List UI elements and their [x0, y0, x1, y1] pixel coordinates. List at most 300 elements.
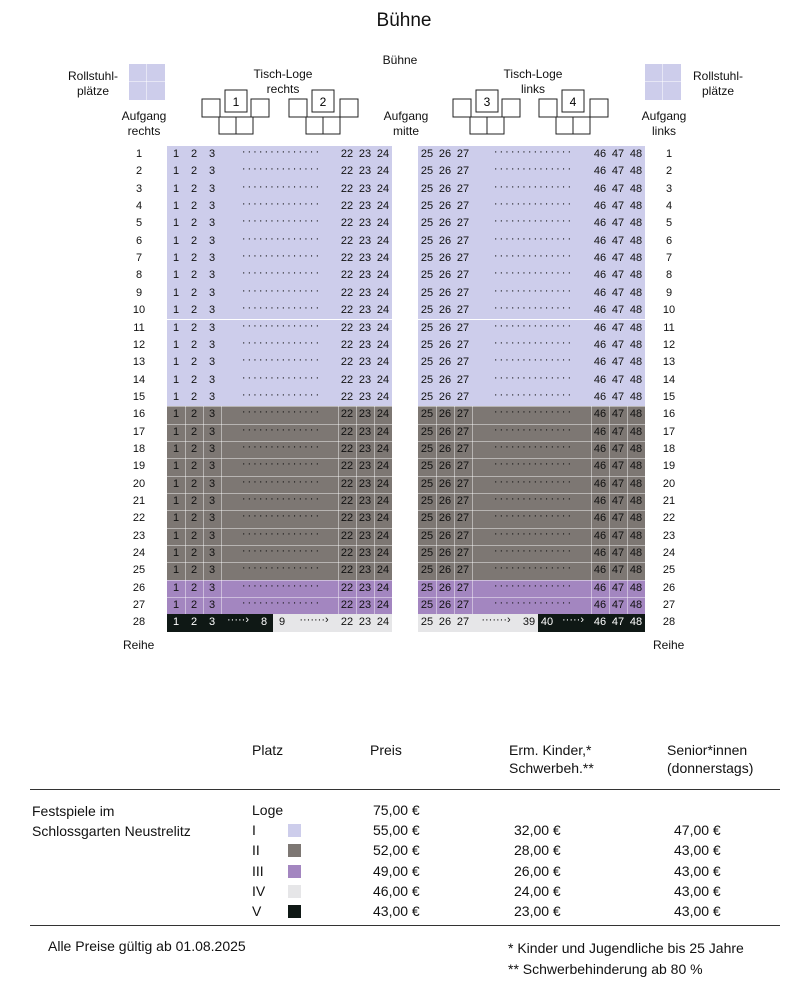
seat-number[interactable]: 46 [593, 182, 607, 195]
seat-number[interactable]: 25 [420, 547, 434, 560]
seat-number[interactable]: 22 [340, 564, 354, 577]
seat-number[interactable]: 22 [340, 373, 354, 386]
seat-number[interactable]: 1 [172, 495, 180, 507]
seat-number[interactable]: 1 [172, 338, 180, 351]
seat-number[interactable]: 1 [172, 321, 180, 334]
seat-number[interactable]: 48 [629, 356, 643, 369]
seat-number[interactable]: 1 [172, 460, 180, 473]
seat-number[interactable]: 25 [420, 234, 434, 247]
seat-number[interactable]: 46 [593, 512, 607, 525]
seat-number[interactable]: 24 [376, 390, 390, 403]
seat-number[interactable]: 24 [376, 373, 390, 386]
seat-number[interactable]: 47 [611, 425, 625, 438]
seat-number[interactable]: 46 [593, 217, 607, 230]
seat-number[interactable]: 2 [190, 234, 198, 247]
seat-number[interactable]: 25 [420, 252, 434, 265]
seat-number[interactable]: 25 [420, 148, 434, 160]
seat-number[interactable]: 2 [190, 217, 198, 230]
seat-number[interactable]: 22 [340, 286, 354, 299]
seat-number[interactable]: 46 [593, 269, 607, 282]
seat-number[interactable]: 2 [190, 425, 198, 438]
seat-number[interactable]: 23 [358, 165, 372, 178]
seat-number[interactable]: 46 [593, 252, 607, 265]
seat-number[interactable]: 46 [593, 373, 607, 386]
seat-number[interactable]: 48 [629, 252, 643, 265]
seat-number[interactable]: 1 [172, 529, 180, 542]
seat-number[interactable]: 3 [208, 529, 216, 542]
seat-number[interactable]: 47 [611, 581, 625, 594]
seat-number[interactable]: 27 [456, 547, 470, 560]
seat-number[interactable]: 3 [208, 304, 216, 317]
seat-number[interactable]: 48 [629, 408, 643, 421]
seat-number[interactable]: 3 [208, 217, 216, 230]
seat-number[interactable]: 3 [208, 477, 216, 490]
seat-number[interactable]: 47 [611, 390, 625, 403]
seat-number[interactable]: 26 [438, 286, 452, 299]
seat-number[interactable]: 22 [340, 165, 354, 178]
seat-number[interactable]: 3 [208, 512, 216, 525]
seat-number[interactable]: 27 [456, 599, 470, 612]
seat-number[interactable]: 23 [358, 269, 372, 282]
seat-number[interactable]: 9 [278, 616, 286, 629]
seat-number[interactable]: 1 [172, 373, 180, 386]
seat-number[interactable]: 24 [376, 442, 390, 455]
seat-number[interactable]: 24 [376, 408, 390, 421]
seat-number[interactable]: 1 [172, 616, 180, 629]
seat-number[interactable]: 48 [629, 148, 643, 160]
seat-number[interactable]: 2 [190, 616, 198, 629]
seat-number[interactable]: 47 [611, 286, 625, 299]
seat-number[interactable]: 47 [611, 148, 625, 160]
seat-number[interactable]: 47 [611, 529, 625, 542]
seat-number[interactable]: 46 [593, 616, 607, 629]
seat-number[interactable]: 24 [376, 581, 390, 594]
seat-number[interactable]: 27 [456, 252, 470, 265]
seat-number[interactable]: 23 [358, 425, 372, 438]
seat-number[interactable]: 24 [376, 460, 390, 473]
seat-number[interactable]: 3 [208, 564, 216, 577]
seat-number[interactable]: 47 [611, 165, 625, 178]
seat-number[interactable]: 2 [190, 581, 198, 594]
seat-number[interactable]: 2 [190, 148, 198, 160]
seat-number[interactable]: 47 [611, 599, 625, 612]
seat-number[interactable]: 23 [358, 616, 372, 629]
seat-number[interactable]: 24 [376, 200, 390, 213]
seat-number[interactable]: 3 [208, 581, 216, 594]
seat-number[interactable]: 25 [420, 286, 434, 299]
seat-number[interactable]: 25 [420, 529, 434, 542]
seat-number[interactable]: 3 [208, 182, 216, 195]
seat-number[interactable]: 25 [420, 321, 434, 334]
seat-number[interactable]: 23 [358, 252, 372, 265]
seat-number[interactable]: 46 [593, 460, 607, 473]
seat-number[interactable]: 47 [611, 200, 625, 213]
seat-number[interactable]: 48 [629, 477, 643, 490]
seat-number[interactable]: 46 [593, 234, 607, 247]
seat-number[interactable]: 23 [358, 495, 372, 507]
seat-number[interactable]: 24 [376, 286, 390, 299]
seat-number[interactable]: 23 [358, 512, 372, 525]
seat-number[interactable]: 23 [358, 321, 372, 334]
seat-number[interactable]: 23 [358, 217, 372, 230]
seat-number[interactable]: 27 [456, 390, 470, 403]
seat-number[interactable]: 23 [358, 460, 372, 473]
seat-number[interactable]: 3 [208, 321, 216, 334]
seat-number[interactable]: 26 [438, 512, 452, 525]
seat-number[interactable]: 25 [420, 390, 434, 403]
seat-number[interactable]: 24 [376, 547, 390, 560]
seat-number[interactable]: 3 [208, 200, 216, 213]
seat-number[interactable]: 25 [420, 564, 434, 577]
seat-number[interactable]: 47 [611, 442, 625, 455]
seat-number[interactable]: 48 [629, 599, 643, 612]
seat-number[interactable]: 22 [340, 616, 354, 629]
seat-number[interactable]: 22 [340, 356, 354, 369]
seat-number[interactable]: 48 [629, 234, 643, 247]
seat-number[interactable]: 22 [340, 460, 354, 473]
seat-number[interactable]: 3 [208, 269, 216, 282]
seat-number[interactable]: 2 [190, 338, 198, 351]
seat-number[interactable]: 24 [376, 165, 390, 178]
seat-number[interactable]: 26 [438, 217, 452, 230]
seat-number[interactable]: 2 [190, 599, 198, 612]
seat-number[interactable]: 27 [456, 460, 470, 473]
seat-number[interactable]: 48 [629, 616, 643, 629]
seat-number[interactable]: 2 [190, 165, 198, 178]
seat-number[interactable]: 27 [456, 425, 470, 438]
seat-number[interactable]: 26 [438, 356, 452, 369]
seat-number[interactable]: 2 [190, 512, 198, 525]
seat-number[interactable]: 3 [208, 599, 216, 612]
seat-number[interactable]: 22 [340, 495, 354, 507]
seat-number[interactable]: 46 [593, 564, 607, 577]
seat-number[interactable]: 24 [376, 217, 390, 230]
seat-number[interactable]: 3 [208, 373, 216, 386]
seat-number[interactable]: 23 [358, 148, 372, 160]
seat-number[interactable]: 2 [190, 356, 198, 369]
seat-number[interactable]: 1 [172, 217, 180, 230]
seat-number[interactable]: 26 [438, 547, 452, 560]
seat-number[interactable]: 26 [438, 529, 452, 542]
seat-number[interactable]: 47 [611, 547, 625, 560]
seat-number[interactable]: 46 [593, 356, 607, 369]
seat-number[interactable]: 1 [172, 304, 180, 317]
seat-number[interactable]: 47 [611, 182, 625, 195]
seat-number[interactable]: 47 [611, 616, 625, 629]
seat-number[interactable]: 24 [376, 512, 390, 525]
seat-number[interactable]: 25 [420, 408, 434, 421]
seat-number[interactable]: 2 [190, 460, 198, 473]
seat-number[interactable]: 1 [172, 200, 180, 213]
seat-number[interactable]: 24 [376, 182, 390, 195]
seat-number[interactable]: 2 [190, 564, 198, 577]
seat-number[interactable]: 26 [438, 200, 452, 213]
seat-number[interactable]: 23 [358, 373, 372, 386]
seat-number[interactable]: 25 [420, 581, 434, 594]
seat-number[interactable]: 22 [340, 252, 354, 265]
seat-number[interactable]: 48 [629, 460, 643, 473]
seat-number[interactable]: 24 [376, 234, 390, 247]
seat-number[interactable]: 27 [456, 165, 470, 178]
seat-number[interactable]: 25 [420, 599, 434, 612]
seat-number[interactable]: 48 [629, 269, 643, 282]
seat-number[interactable]: 23 [358, 408, 372, 421]
seat-number[interactable]: 46 [593, 304, 607, 317]
seat-number[interactable]: 24 [376, 599, 390, 612]
seat-number[interactable]: 27 [456, 234, 470, 247]
seat-number[interactable]: 47 [611, 564, 625, 577]
seat-number[interactable]: 48 [629, 564, 643, 577]
seat-number[interactable]: 27 [456, 564, 470, 577]
seat-number[interactable]: 27 [456, 338, 470, 351]
seat-number[interactable]: 26 [438, 165, 452, 178]
seat-number[interactable]: 3 [208, 356, 216, 369]
seat-number[interactable]: 25 [420, 165, 434, 178]
seat-number[interactable]: 46 [593, 321, 607, 334]
seat-number[interactable]: 3 [208, 616, 216, 629]
seat-number[interactable]: 22 [340, 581, 354, 594]
seat-number[interactable]: 1 [172, 390, 180, 403]
seat-number[interactable]: 3 [208, 460, 216, 473]
seat-number[interactable]: 27 [456, 616, 470, 629]
seat-number[interactable]: 27 [456, 269, 470, 282]
seat-number[interactable]: 1 [172, 599, 180, 612]
seat-number[interactable]: 46 [593, 442, 607, 455]
seat-number[interactable]: 26 [438, 321, 452, 334]
seat-number[interactable]: 24 [376, 252, 390, 265]
seat-number[interactable]: 47 [611, 338, 625, 351]
seat-number[interactable]: 26 [438, 581, 452, 594]
seat-number[interactable]: 26 [438, 269, 452, 282]
seat-number[interactable]: 23 [358, 234, 372, 247]
seat-number[interactable]: 23 [358, 564, 372, 577]
seat-number[interactable]: 46 [593, 408, 607, 421]
seat-number[interactable]: 24 [376, 338, 390, 351]
seat-number[interactable]: 27 [456, 321, 470, 334]
seat-number[interactable]: 24 [376, 269, 390, 282]
seat-number[interactable]: 47 [611, 304, 625, 317]
seat-number[interactable]: 47 [611, 321, 625, 334]
seat-number[interactable]: 25 [420, 200, 434, 213]
seat-number[interactable]: 2 [190, 442, 198, 455]
seat-number[interactable]: 24 [376, 495, 390, 507]
seat-number[interactable]: 25 [420, 616, 434, 629]
seat-number[interactable]: 1 [172, 425, 180, 438]
seat-number[interactable]: 3 [208, 442, 216, 455]
seat-number[interactable]: 27 [456, 373, 470, 386]
seat-number[interactable]: 26 [438, 182, 452, 195]
seat-number[interactable]: 26 [438, 148, 452, 160]
seat-number[interactable]: 1 [172, 477, 180, 490]
seat-number[interactable]: 23 [358, 477, 372, 490]
seat-number[interactable]: 3 [208, 547, 216, 560]
seat-number[interactable]: 1 [172, 269, 180, 282]
seat-number[interactable]: 22 [340, 234, 354, 247]
seat-number[interactable]: 1 [172, 252, 180, 265]
seat-number[interactable]: 46 [593, 425, 607, 438]
seat-number[interactable]: 22 [340, 512, 354, 525]
seat-number[interactable]: 48 [629, 529, 643, 542]
seat-number[interactable]: 22 [340, 217, 354, 230]
seat-number[interactable]: 48 [629, 581, 643, 594]
seat-number[interactable]: 25 [420, 373, 434, 386]
seat-number[interactable]: 3 [208, 338, 216, 351]
seat-number[interactable]: 22 [340, 269, 354, 282]
seat-number[interactable]: 48 [629, 390, 643, 403]
seat-number[interactable]: 46 [593, 581, 607, 594]
seat-number[interactable]: 2 [190, 529, 198, 542]
seat-number[interactable]: 40 [540, 616, 554, 629]
seat-number[interactable]: 26 [438, 425, 452, 438]
seat-number[interactable]: 23 [358, 442, 372, 455]
seat-number[interactable]: 2 [190, 304, 198, 317]
seat-number[interactable]: 22 [340, 338, 354, 351]
seat-number[interactable]: 24 [376, 148, 390, 160]
seat-number[interactable]: 22 [340, 408, 354, 421]
seat-number[interactable]: 24 [376, 616, 390, 629]
seat-number[interactable]: 1 [172, 547, 180, 560]
seat-number[interactable]: 1 [172, 408, 180, 421]
seat-number[interactable]: 25 [420, 356, 434, 369]
seat-number[interactable]: 46 [593, 338, 607, 351]
seat-number[interactable]: 1 [172, 442, 180, 455]
seat-number[interactable]: 47 [611, 495, 625, 507]
seat-number[interactable]: 46 [593, 547, 607, 560]
seat-number[interactable]: 23 [358, 529, 372, 542]
seat-number[interactable]: 26 [438, 390, 452, 403]
seat-number[interactable]: 46 [593, 495, 607, 507]
seat-number[interactable]: 48 [629, 373, 643, 386]
seat-number[interactable]: 24 [376, 321, 390, 334]
seat-number[interactable]: 27 [456, 495, 470, 507]
seat-number[interactable]: 2 [190, 477, 198, 490]
seat-number[interactable]: 2 [190, 373, 198, 386]
seat-number[interactable]: 2 [190, 547, 198, 560]
seat-number[interactable]: 26 [438, 234, 452, 247]
seat-number[interactable]: 27 [456, 148, 470, 160]
seat-number[interactable]: 48 [629, 321, 643, 334]
seat-number[interactable]: 22 [340, 304, 354, 317]
seat-number[interactable]: 22 [340, 148, 354, 160]
seat-number[interactable]: 25 [420, 512, 434, 525]
seat-number[interactable]: 2 [190, 269, 198, 282]
seat-number[interactable]: 47 [611, 408, 625, 421]
seat-number[interactable]: 23 [358, 286, 372, 299]
seat-number[interactable]: 2 [190, 390, 198, 403]
seat-number[interactable]: 26 [438, 477, 452, 490]
seat-number[interactable]: 27 [456, 408, 470, 421]
seat-number[interactable]: 26 [438, 408, 452, 421]
seat-number[interactable]: 47 [611, 460, 625, 473]
seat-number[interactable]: 23 [358, 304, 372, 317]
seat-number[interactable]: 24 [376, 304, 390, 317]
seat-number[interactable]: 27 [456, 356, 470, 369]
seat-number[interactable]: 48 [629, 442, 643, 455]
seat-number[interactable]: 26 [438, 252, 452, 265]
seat-number[interactable]: 47 [611, 477, 625, 490]
seat-number[interactable]: 1 [172, 564, 180, 577]
seat-number[interactable]: 23 [358, 581, 372, 594]
seat-number[interactable]: 46 [593, 286, 607, 299]
seat-number[interactable]: 2 [190, 200, 198, 213]
seat-number[interactable]: 27 [456, 581, 470, 594]
seat-number[interactable]: 48 [629, 200, 643, 213]
seat-number[interactable]: 23 [358, 200, 372, 213]
seat-number[interactable]: 8 [260, 616, 268, 629]
seat-number[interactable]: 22 [340, 200, 354, 213]
seat-number[interactable]: 1 [172, 512, 180, 525]
seat-number[interactable]: 48 [629, 165, 643, 178]
seat-number[interactable]: 47 [611, 269, 625, 282]
seat-number[interactable]: 1 [172, 165, 180, 178]
seat-number[interactable]: 47 [611, 512, 625, 525]
seat-number[interactable]: 26 [438, 616, 452, 629]
seat-number[interactable]: 23 [358, 338, 372, 351]
seat-number[interactable]: 48 [629, 512, 643, 525]
seat-number[interactable]: 27 [456, 182, 470, 195]
seat-number[interactable]: 3 [208, 286, 216, 299]
seat-number[interactable]: 22 [340, 547, 354, 560]
seat-number[interactable]: 27 [456, 217, 470, 230]
seat-number[interactable]: 46 [593, 148, 607, 160]
seat-number[interactable]: 23 [358, 356, 372, 369]
seat-number[interactable]: 46 [593, 477, 607, 490]
seat-number[interactable]: 24 [376, 425, 390, 438]
seat-number[interactable]: 22 [340, 321, 354, 334]
seat-number[interactable]: 3 [208, 165, 216, 178]
seat-number[interactable]: 26 [438, 338, 452, 351]
seat-number[interactable]: 25 [420, 495, 434, 507]
seat-number[interactable]: 47 [611, 234, 625, 247]
seat-number[interactable]: 48 [629, 217, 643, 230]
seat-number[interactable]: 22 [340, 599, 354, 612]
seat-number[interactable]: 3 [208, 252, 216, 265]
seat-number[interactable]: 48 [629, 338, 643, 351]
seat-number[interactable]: 3 [208, 234, 216, 247]
seat-number[interactable]: 22 [340, 529, 354, 542]
seat-number[interactable]: 1 [172, 356, 180, 369]
seat-number[interactable]: 47 [611, 373, 625, 386]
seat-number[interactable]: 27 [456, 512, 470, 525]
seat-number[interactable]: 22 [340, 182, 354, 195]
seat-number[interactable]: 48 [629, 495, 643, 507]
seat-number[interactable]: 2 [190, 286, 198, 299]
seat-number[interactable]: 48 [629, 304, 643, 317]
seat-number[interactable]: 3 [208, 495, 216, 507]
seat-number[interactable]: 25 [420, 477, 434, 490]
seat-number[interactable]: 2 [190, 321, 198, 334]
seat-number[interactable]: 46 [593, 599, 607, 612]
seat-number[interactable]: 25 [420, 460, 434, 473]
seat-number[interactable]: 1 [172, 148, 180, 160]
seat-number[interactable]: 22 [340, 442, 354, 455]
seat-number[interactable]: 3 [208, 425, 216, 438]
seat-number[interactable]: 1 [172, 234, 180, 247]
seat-number[interactable]: 46 [593, 165, 607, 178]
seat-number[interactable]: 47 [611, 217, 625, 230]
seat-number[interactable]: 48 [629, 425, 643, 438]
seat-number[interactable]: 26 [438, 599, 452, 612]
seat-number[interactable]: 25 [420, 304, 434, 317]
seat-number[interactable]: 2 [190, 182, 198, 195]
seat-number[interactable]: 1 [172, 286, 180, 299]
seat-number[interactable]: 27 [456, 442, 470, 455]
seat-number[interactable]: 27 [456, 304, 470, 317]
seat-number[interactable]: 46 [593, 200, 607, 213]
seat-number[interactable]: 25 [420, 182, 434, 195]
seat-number[interactable]: 26 [438, 460, 452, 473]
seat-number[interactable]: 27 [456, 286, 470, 299]
